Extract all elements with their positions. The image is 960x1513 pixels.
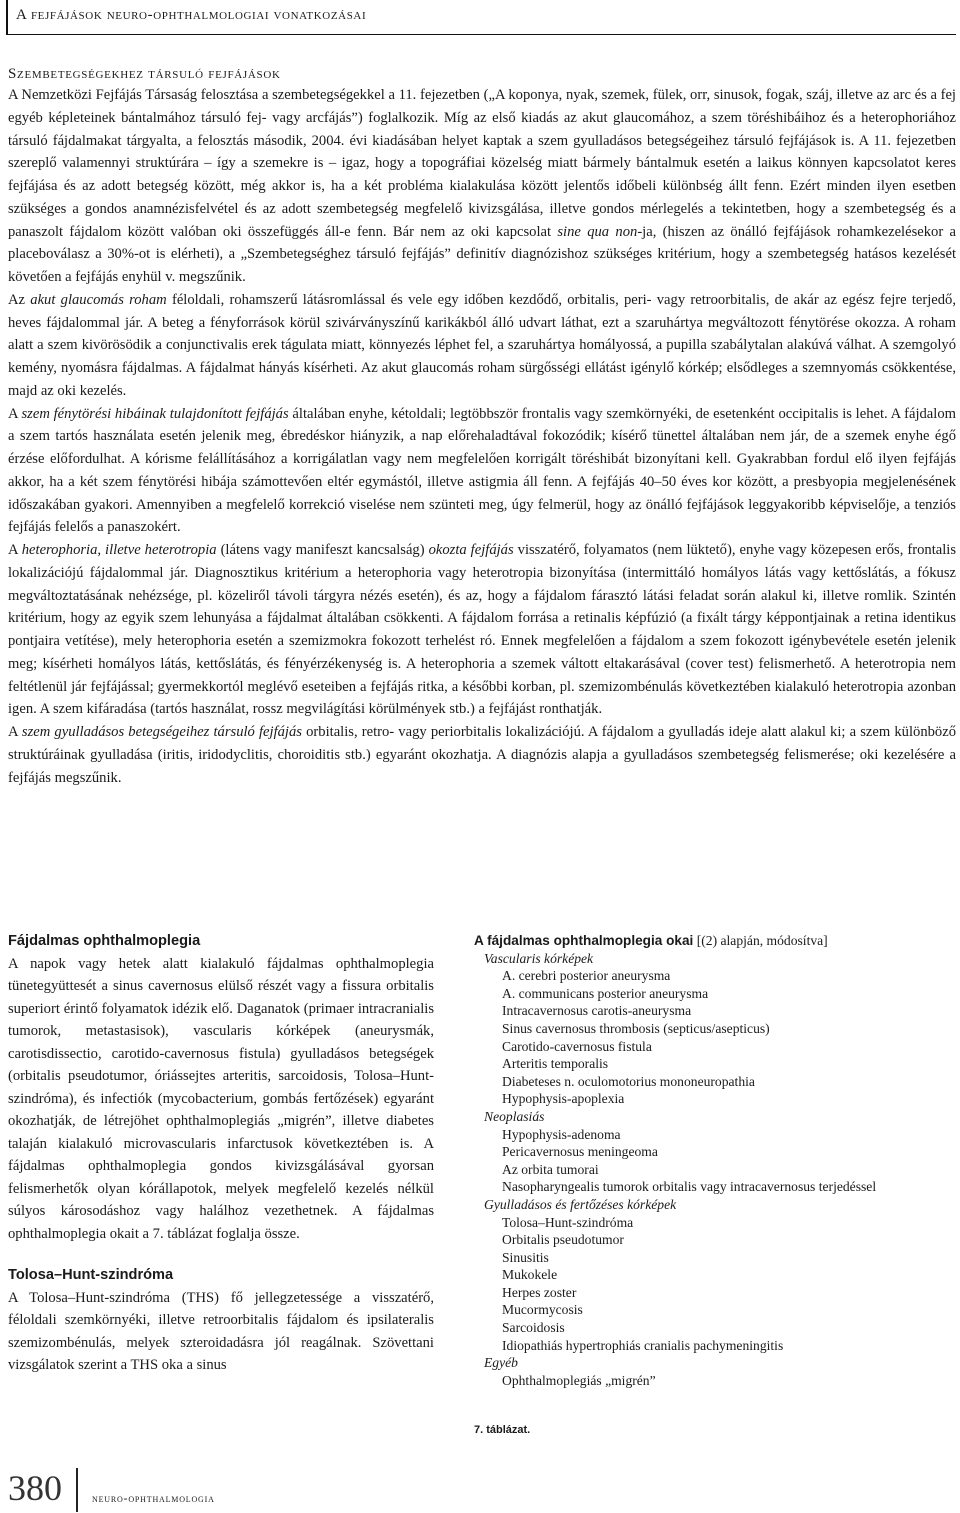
table-item: Sinusitis (502, 1249, 549, 1265)
table-item: Tolosa–Hunt-szindróma (502, 1214, 634, 1230)
text-run: -ja, (hiszen az önálló fejfájások rohamkezelésekor a placeboválasz a 30%-ot is elérheti), a „Szembetegséghez társuló fejfájás” definitív diagnózishoz szükséges kritérium, hogy a szembetegség hatásos kezelését követően a fejfájás enyhül v. megszűnik. (8, 223, 956, 285)
table-item: Ophthalmoplegiás „migrén” (502, 1372, 656, 1388)
text-run: orbitalis, retro- vagy periorbitalis lokalizációjú. A fájdalom a gyulladás ideje alatt alakul ki; a szem különböző struktúráinak gyulladása (iritis, iridodyclitis, choroiditis stb.) egyaránt okozhatja. A diagnózis alapja a gyulladásos szembetegség felismerése; oki kezelésére a fejfájás megszűnik. (8, 724, 956, 786)
italic-term: heterophoria, illetve heterotropia (21, 542, 217, 558)
table-item: Pericavernosus meningeoma (502, 1144, 658, 1160)
text-run: A Nemzetközi Fejfájás Társaság felosztása a szembetegségekkel a 11. fejezetben („A koponya, nyak, szemek, fülek, orr, sinusok, fogak, száj, illetve az arc és a fej egyéb képleteinek bántalmához társuló fej- vagy arcfájás”) foglalkozik. Míg az első kiadás az akut glaucomához, a szem töréshibáihoz és a heterophoriához társuló fájdalmakat tárgyalta, a felosztás második, 2004. évi kiadásában helyet kaptak a szem gyulladásos betegségeihez társuló fejfájások is. A 11. fejezetben szereplő valamennyi struktúrára – így a szemekre is – igaz, hogy a topográfiai közelség miatt bármely bántalmuk esetén a laikus könnyen kapcsolatot keres fejfájása és az adott betegség között, még akkor is, ha a két probléma kialakulása között jelentős időbeli különbség állt fenn. Ezért minden ilyen esetben szükséges a gondos anamnézisfelvétel és az adott szembetegség megfelelő kivizsgálása, illetve gondos mérlegelés a tekintetben, hogy a szembetegség és a panaszolt fájdalom között valóban oki összefüggés áll-e fenn. Bár nem az oki kapcsolat (8, 87, 956, 240)
italic-term: szem gyulladásos betegségeihez társuló fejfájás (21, 724, 302, 740)
journal-name: neuro-ophthalmologia (92, 1491, 215, 1505)
table-item: Herpes zoster (502, 1284, 577, 1300)
subheading-painful-ophthalmoplegia: Fájdalmas ophthalmoplegia (8, 933, 201, 949)
table-item: Sinus cavernosus thrombosis (septicus/asepticus) (502, 1020, 770, 1036)
table-group-title: Vascularis kórképek (484, 950, 594, 966)
text-run: A (8, 405, 18, 422)
paragraph-heterophoria (8, 539, 956, 721)
left-column (8, 930, 434, 1377)
main-text (8, 84, 956, 789)
table-group-title: Neoplasiás (484, 1108, 545, 1124)
italic-term: okozta fejfájás (428, 542, 514, 558)
text-run: általában enyhe, kétoldali; legtöbbször frontalis vagy szemkörnyéki, de esetenként occipitalis is lehet. A fájdalom a szem tartós használata esetén jelenik meg, ébredéskor hiányzik, a nap előrehaladtával fokozódik; kísérő tünettel általában nem jár, de a szemek enyhe égő érzése előfordulhat. A kórisme felállításához a korrigálatlan vagy nem megfelelően korrigált töréshibát bizonyítani kell. Gyakrabban fordul elő ilyen fejfájás akkor, ha a két szem fénytörési hibája számottevően eltér egymástól, illetve astigmia áll fenn. A fejfájás 40–50 éves kor között, a presbyopia megjelenésének időszakában gyakori. Amennyiben a megfelelő korrekció viselése nem szünteti meg, úgy felmerül, hogy az önálló fejfájások leggyakoribb képviselője, a tenziós fejfájás felelős a panaszokért. (8, 405, 956, 536)
table-item: Mucormycosis (502, 1302, 583, 1318)
table-item: Idiopathiás hypertrophiás cranialis pachymeningitis (502, 1337, 784, 1353)
text-run: visszatérő, folyamatos (nem lüktető), enyhe vagy közepesen erős, frontalis lokalizációjú fájdalommal jár. Diagnosztikus kritérium a heterophoria vagy heterotropia bizonyítása (intermittáló homályos látás vagy kettőslátás, a fókusz megváltoztatásának nehézsége, pl. közeliről távoli tárgyra nézés esetén), és az, hogy a fájdalom fárasztó látási feladat során alakul ki, illetve romlik. Szintén kritérium, hogy az egyik szem lehunyása a fájdalmat általában csökkenti. A fájdalom forrása a retinalis képfúzió (a fixált tárgy képpontjainak a retina identikus pontjaira vetítése), mely heterophoria esetén a szemizmokra fokozott terhelést ró. Ennek megfelelően a fájdalom a szem fokozott igénybevétele esetén jelenik meg; kísérheti homályos látás, kettőslátás, és fényérzékenység is. A heterophoria a szemek váltott eltakarásával (cover test) felismerhető. A heterotropia nem feltétlenül jár fejfájással; gyermekkortól meglévő eseteiben a fejfájás ritka, a későbbi korban, pl. szemizombénulás következtében kialakuló heterotropia azonban igen. A szem kifáradása (tartós használat, rossz megvilágítási körülmények stb.) a fejfájást ronthatják. (8, 542, 957, 718)
table-heading-bold: A fájdalmas ophthalmoplegia okai (474, 933, 694, 948)
paragraph-inflammation (8, 721, 956, 789)
paragraph-tolosa-hunt: A Tolosa–Hunt-szindróma (THS) fő jellegzetessége a visszatérő, féloldali szemkörnyéki, illetve retroorbitalis fájdalom és ipsilateralis szemizombénulás, melyek szteroidadásra jól reagálnak. Szövettani vizsgálatok szerint a THS oka a sinus (8, 1289, 434, 1373)
table-item: Intracavernosus carotis-aneurysma (502, 1003, 692, 1019)
text-run: A (8, 542, 18, 558)
italic-term: sine qua non (557, 223, 638, 240)
section-title: Szembetegségekhez társuló fejfájások (8, 66, 281, 82)
footer-divider (76, 1468, 78, 1512)
text-run: féloldali, rohamszerű látásromlással és vele egy időben kezdődő, orbitalis, peri- vagy retroorbitalis, de akár az egész fejre terjedő, heves fájdalommal jár. A beteg a fényforrások körül szivárványszínű karikákból álló udvart láthat, ezt a szaruhártya megváltozott fénytörése okozza. A roham alatt a szem kivörösödik a conjunctivalis erek tágulata miatt, könnyezés léphet fel, a szaruhártya homályossá, a pupilla szabálytalan alakúvá válhat. A szemgolyó kemény, nyomásra fájdalmas. A fájdalmat hányás kísérheti. Az akut glaucomás roham sürgősségi ellátást igénylő kórkép; elsődleges a szemnyomás csökkentése, majd az oki kezelés. (8, 291, 956, 399)
paragraph-intro (8, 84, 956, 289)
running-header-title: A fejfájások neuro-ophthalmologiai vonatkozásai (16, 7, 367, 23)
italic-term: szem fénytörési hibáinak tulajdonított fejfájás (21, 405, 289, 422)
italic-term: akut glaucomás roham (30, 291, 167, 308)
table-item: Arteritis temporalis (502, 1056, 609, 1072)
table-item: A. communicans posterior aneurysma (502, 985, 709, 1001)
table-item: Sarcoidosis (502, 1320, 565, 1336)
running-header (6, 0, 956, 35)
paragraph-glaucoma (8, 289, 956, 403)
table-item: Nasopharyngealis tumorok orbitalis vagy intracavernosus terjedéssel (502, 1179, 877, 1195)
paragraph-refraction (8, 403, 956, 540)
table-item: Az orbita tumorai (502, 1161, 599, 1177)
table-heading-source: [(2) alapján, módosítva] (696, 933, 828, 948)
table-item: Mukokele (502, 1267, 558, 1283)
table-item: Hypophysis-apoplexia (502, 1091, 625, 1107)
text-run: Az (8, 291, 26, 308)
table-group-title: Egyéb (484, 1355, 518, 1371)
page-number: 380 (8, 1468, 62, 1508)
table-item: Carotido-cavernosus fistula (502, 1038, 652, 1054)
table-item: Hypophysis-adenoma (502, 1126, 621, 1142)
table-caption: 7. táblázat. (474, 1424, 531, 1436)
table-group-title: Gyulladásos és fertőzéses kórképek (484, 1196, 677, 1212)
text-run: (látens vagy manifeszt kancsalság) (220, 542, 425, 558)
text-run: A (8, 724, 18, 740)
table-item: Diabeteses n. oculomotorius mononeuropathia (502, 1073, 755, 1089)
subheading-tolosa-hunt: Tolosa–Hunt-szindróma (8, 1267, 174, 1283)
causes-table (474, 932, 952, 1389)
table-heading (474, 932, 952, 950)
paragraph-painful-ophthalmoplegia: A napok vagy hetek alatt kialakuló fájdalmas ophthalmoplegia tünetegyüttesét a sinus cavernosus elülső részét vagy a fissura orbitalis superiort érintő folyamatok idézik elő. Daganatok (primaer intracranialis tumorok, metastasisok), vascularis kórképek (aneurysmák, carotisdissectio, carotido-cavernosus fistula) gyulladásos betegségek (orbitalis pseudotumor, óriássejtes arteritis, sarcoidosis, Tolosa–Hunt-szindróma), és infectiók (mycobacterium, gombás fertőzések) egyaránt okozhatják, de létrejöhet ophthalmoplegiás „migrén”, illetve diabetes talaján kialakuló microvascularis infarctusok következtében is. A fájdalmas ophthalmoplegia gondos kivizsgálásával gyorsan felismerhetők olyan kórállapotok, melyek megfelelő kezelés nélkül súlyos károsodáshoz vagy halálhoz vezethetnek. A fájdalmas ophthalmoplegia okait a 7. táblázat foglalja össze. (8, 955, 434, 1242)
table-item: Orbitalis pseudotumor (502, 1232, 624, 1248)
table-item: A. cerebri posterior aneurysma (502, 968, 671, 984)
